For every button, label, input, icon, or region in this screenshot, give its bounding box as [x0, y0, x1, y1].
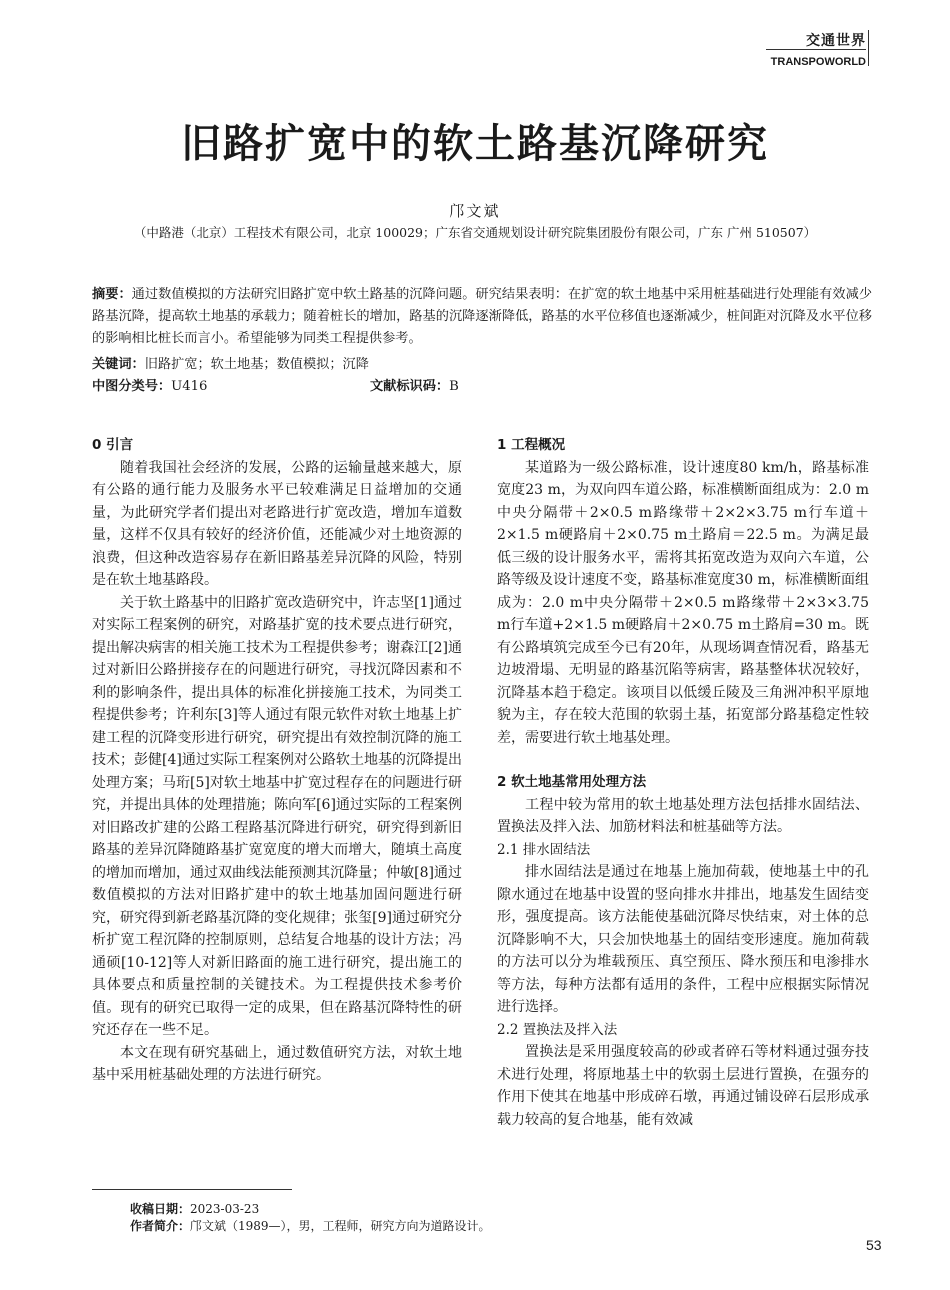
article-author: 邝文斌: [449, 202, 501, 220]
subsection-heading: 2.1 排水固结法: [497, 841, 591, 858]
received-value: 2023-03-23: [190, 1202, 260, 1216]
section-heading: 2 软土地基常用处理方法: [497, 774, 647, 790]
paragraph: 某道路为一级公路标准，设计速度80 km/h，路基标准宽度23 m，为双向四车道公路，标准横断面组成为：2.0 m中央分隔带＋2×0.5 m路缘带＋2×2×3.75 m行车道＋2×1.5 m硬路肩＋2×0.75 m土路肩＝22.5 m。为满足最低三级的设计服务水平，需将其拓宽改造为双向六车道，公路等级及设计速度不变，路基标准宽度30 m，标准横断面组成为：2.0 m中央分隔带＋2×0.5 m路缘带＋2×3×3.75 m行车道+2×1.5 m硬路肩＋2×0.75 m土路肩=30 m。既有公路填筑完成至今已有20年，从现场调查情况看，路基无边坡滑塌、无明显的路基沉陷等病害，路基整体状况较好，沉降基本趋于稳定。该项目以低缓丘陵及三角洲冲积平原地貌为主，存在较大范围的软弱土基，拓宽部分路基稳定性较差，需要进行软土地基处理。: [497, 459, 869, 746]
author-bio-label: 作者简介：: [130, 1219, 191, 1233]
paragraph: 排水固结法是通过在地基上施加荷载，使地基土中的孔隙水通过在地基中设置的竖向排水井排出，地基发生固结变形，强度提高。该方法能使基础沉降尽快结束，对土体的总沉降影响不大，只会加快地基土的固结变形速度。施加荷载的方法可以分为堆载预压、真空预压、降水预压和电渗排水等方法，每种方法都有适用的条件，工程中应根据实际情况进行选择。: [497, 864, 869, 1015]
classification-row: [92, 376, 872, 398]
left-column: [92, 434, 462, 1087]
keywords-text: 旧路扩宽；软土地基；数值模拟；沉降: [144, 357, 369, 372]
received-label: 收稿日期：: [130, 1202, 191, 1216]
class-value: U416: [171, 379, 208, 394]
author-bio: [130, 1218, 491, 1235]
section-spacer: [497, 749, 869, 771]
abstract: [92, 284, 872, 350]
paragraph: 关于软土路基中的旧路扩宽改造研究中，许志坚[1]通过对实际工程案例的研究，对路基扩宽的技术要点进行研究，提出解决病害的相关施工技术为工程提供参考；谢森江[2]通过对新旧公路拼接存在的问题进行研究，寻找沉降因素和不利的影响条件，提出具体的标准化拼接施工技术，为同类工程提供参考；许利东[3]等人通过有限元软件对软土地基上扩建工程的沉降变形进行研究，研究提出有效控制沉降的施工技术；彭健[4]通过实际工程案例对公路软土地基的沉降提出处理方案；马珩[5]对软土地基中扩宽过程存在的问题进行研究，并提出具体的处理措施；陈向军[6]通过实际的工程案例对旧路改扩建的公路工程路基沉降进行研究，研究得到新旧路基的差异沉降随路基扩宽宽度的增大而增大，随填土高度的增加而增加，通过双曲线法能预测其沉降量；仲敏[8]通过数值模拟的方法对旧路扩建中的软土地基加固问题进行研究，研究得到新老路基沉降的变化规律；张玺[9]通过研究分析扩宽工程沉降的控制原则，总结复合地基的设计方法；冯通硕[10-12]等人对新旧路面的施工进行研究，提出施工的具体要点和质量控制的关键技术。为工程提供技术参考价值。现有的研究已取得一定的成果，但在路基沉降特性的研究还存在一些不足。: [92, 594, 462, 1038]
section-heading: 0 引言: [92, 437, 134, 453]
abstract-text: 通过数值模拟的方法研究旧路扩宽中软土路基的沉降问题。研究结果表明：在扩宽的软土地基中采用桩基础进行处理能有效减少路基沉降，提高软土地基的承载力；随着桩长的增加，路基的沉降逐渐降低，路基的水平位移值也逐渐减少，桩间距对沉降及水平位移的影响相比桩长而言小。希望能够为同类工程提供参考。: [92, 287, 873, 346]
page-number: 53: [866, 1237, 882, 1253]
paragraph: 随着我国社会经济的发展，公路的运输量越来越大，原有公路的通行能力及服务水平已较难满足日益增加的交通量，为此研究学者们提出对老路进行扩宽改造，增加车道数量，这样不仅具有较好的经济价值，还能减少对土地资源的浪费，但这种改造容易存在新旧路基差异沉降的风险，特别是在软土地基路段。: [92, 459, 462, 588]
class-label: 中图分类号：: [92, 379, 172, 394]
paragraph: 置换法是采用强度较高的砂或者碎石等材料通过强夯技术进行处理，将原地基土中的软弱土层进行置换，在强夯的作用下使其在地基中形成碎石墩，再通过铺设碎石层形成承载力较高的复合地基，能有效减: [497, 1044, 869, 1128]
author-affiliation: （中路港（北京）工程技术有限公司，北京 100029；广东省交通规划设计研究院集团股份有限公司，广东 广州 510507）: [133, 225, 817, 240]
paragraph: 本文在现有研究基础上，通过数值研究方法，对软土地基中采用桩基础处理的方法进行研究。: [92, 1044, 462, 1083]
document-id: [370, 376, 459, 398]
section-heading: 1 工程概况: [497, 437, 566, 453]
article-title: 旧路扩宽中的软土路基沉降研究: [181, 121, 769, 167]
keywords-label: 关键词：: [92, 357, 145, 372]
received-date: [130, 1201, 491, 1218]
author-bio-value: 邝文斌（1989—），男，工程师，研究方向为道路设计。: [190, 1219, 491, 1233]
journal-name-en: TRANSPOWORLD: [770, 56, 866, 68]
docid-value: B: [449, 379, 459, 394]
header-vertical-divider: [868, 30, 869, 66]
subsection-heading: 2.2 置换法及拌入法: [497, 1021, 618, 1038]
paragraph: 工程中较为常用的软土地基处理方法包括排水固结法、置换法及拌入法、加筋材料法和桩基础等方法。: [497, 796, 869, 835]
footnote: [130, 1201, 491, 1235]
header-divider: [766, 49, 866, 50]
journal-name-cn: 交通世界: [806, 33, 866, 49]
keywords: [92, 354, 872, 376]
abstract-label: 摘要：: [92, 287, 132, 302]
footnote-divider: [92, 1189, 292, 1190]
docid-label: 文献标识码：: [370, 379, 450, 394]
right-column: [497, 434, 869, 1131]
